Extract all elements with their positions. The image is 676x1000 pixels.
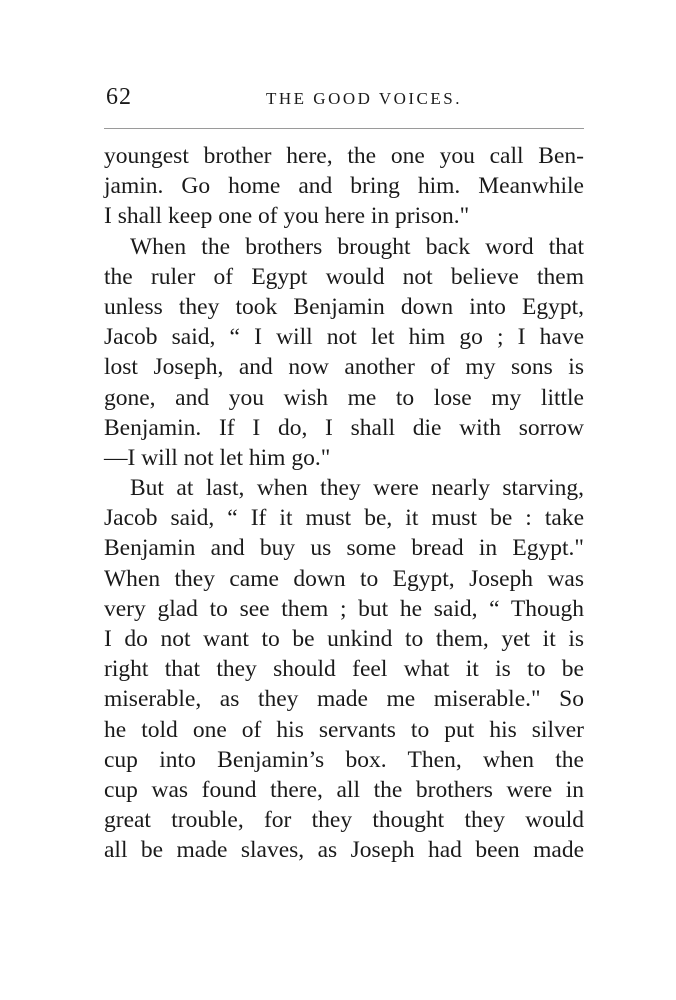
text-line: When they came down to Egypt, Joseph was [104,565,584,592]
text-line: he told one of his servants to put his silver [104,716,584,743]
text-line: Benjamin and buy us some bread in Egypt." [104,535,584,562]
header-rule [104,128,584,129]
text-line: very glad to see them ; but he said, “ Though [104,595,584,622]
text-line: Benjamin. If I do, I shall die with sorrow [104,414,584,441]
text-line: cup into Benjamin’s box. Then, when the [104,746,584,773]
text-line: I do not want to be unkind to them, yet it is [104,626,584,652]
text-line: miserable, as they made me miserable." So [104,686,584,713]
text-line: gone, and you wish me to lose my little [104,384,584,411]
text-line: youngest brother here, the one you call Ben- [104,143,584,169]
text-line: I shall keep one of you here in prison." [104,203,470,230]
text-line: unless they took Benjamin down into Egypt, [104,293,584,320]
text-line: —I will not let him go." [104,444,331,471]
text-line: all be made slaves, as Joseph had been made [104,837,584,864]
book-page [104,78,584,866]
text-line: great trouble, for they thought they would [104,807,584,834]
page-number: 62 [106,84,132,110]
text-line: lost Joseph, and now another of my sons is [104,354,584,381]
text-line: right that they should feel what it is to be [104,656,584,683]
text-line: Jacob said, “ I will not let him go ; I have [104,324,584,351]
text-line: jamin. Go home and bring him. Meanwhile [104,173,584,200]
text-line: Jacob said, “ If it must be, it must be : take [104,505,584,532]
running-head [104,78,584,118]
text-line: But at last, when they were nearly starving, [130,475,584,502]
text-line: cup was found there, all the brothers were in [104,776,584,803]
text-line: When the brothers brought back word that [130,233,584,260]
text-line: the ruler of Egypt would not believe them [104,263,584,290]
running-title: THE GOOD VOICES. [266,89,462,108]
body-text [104,141,584,866]
